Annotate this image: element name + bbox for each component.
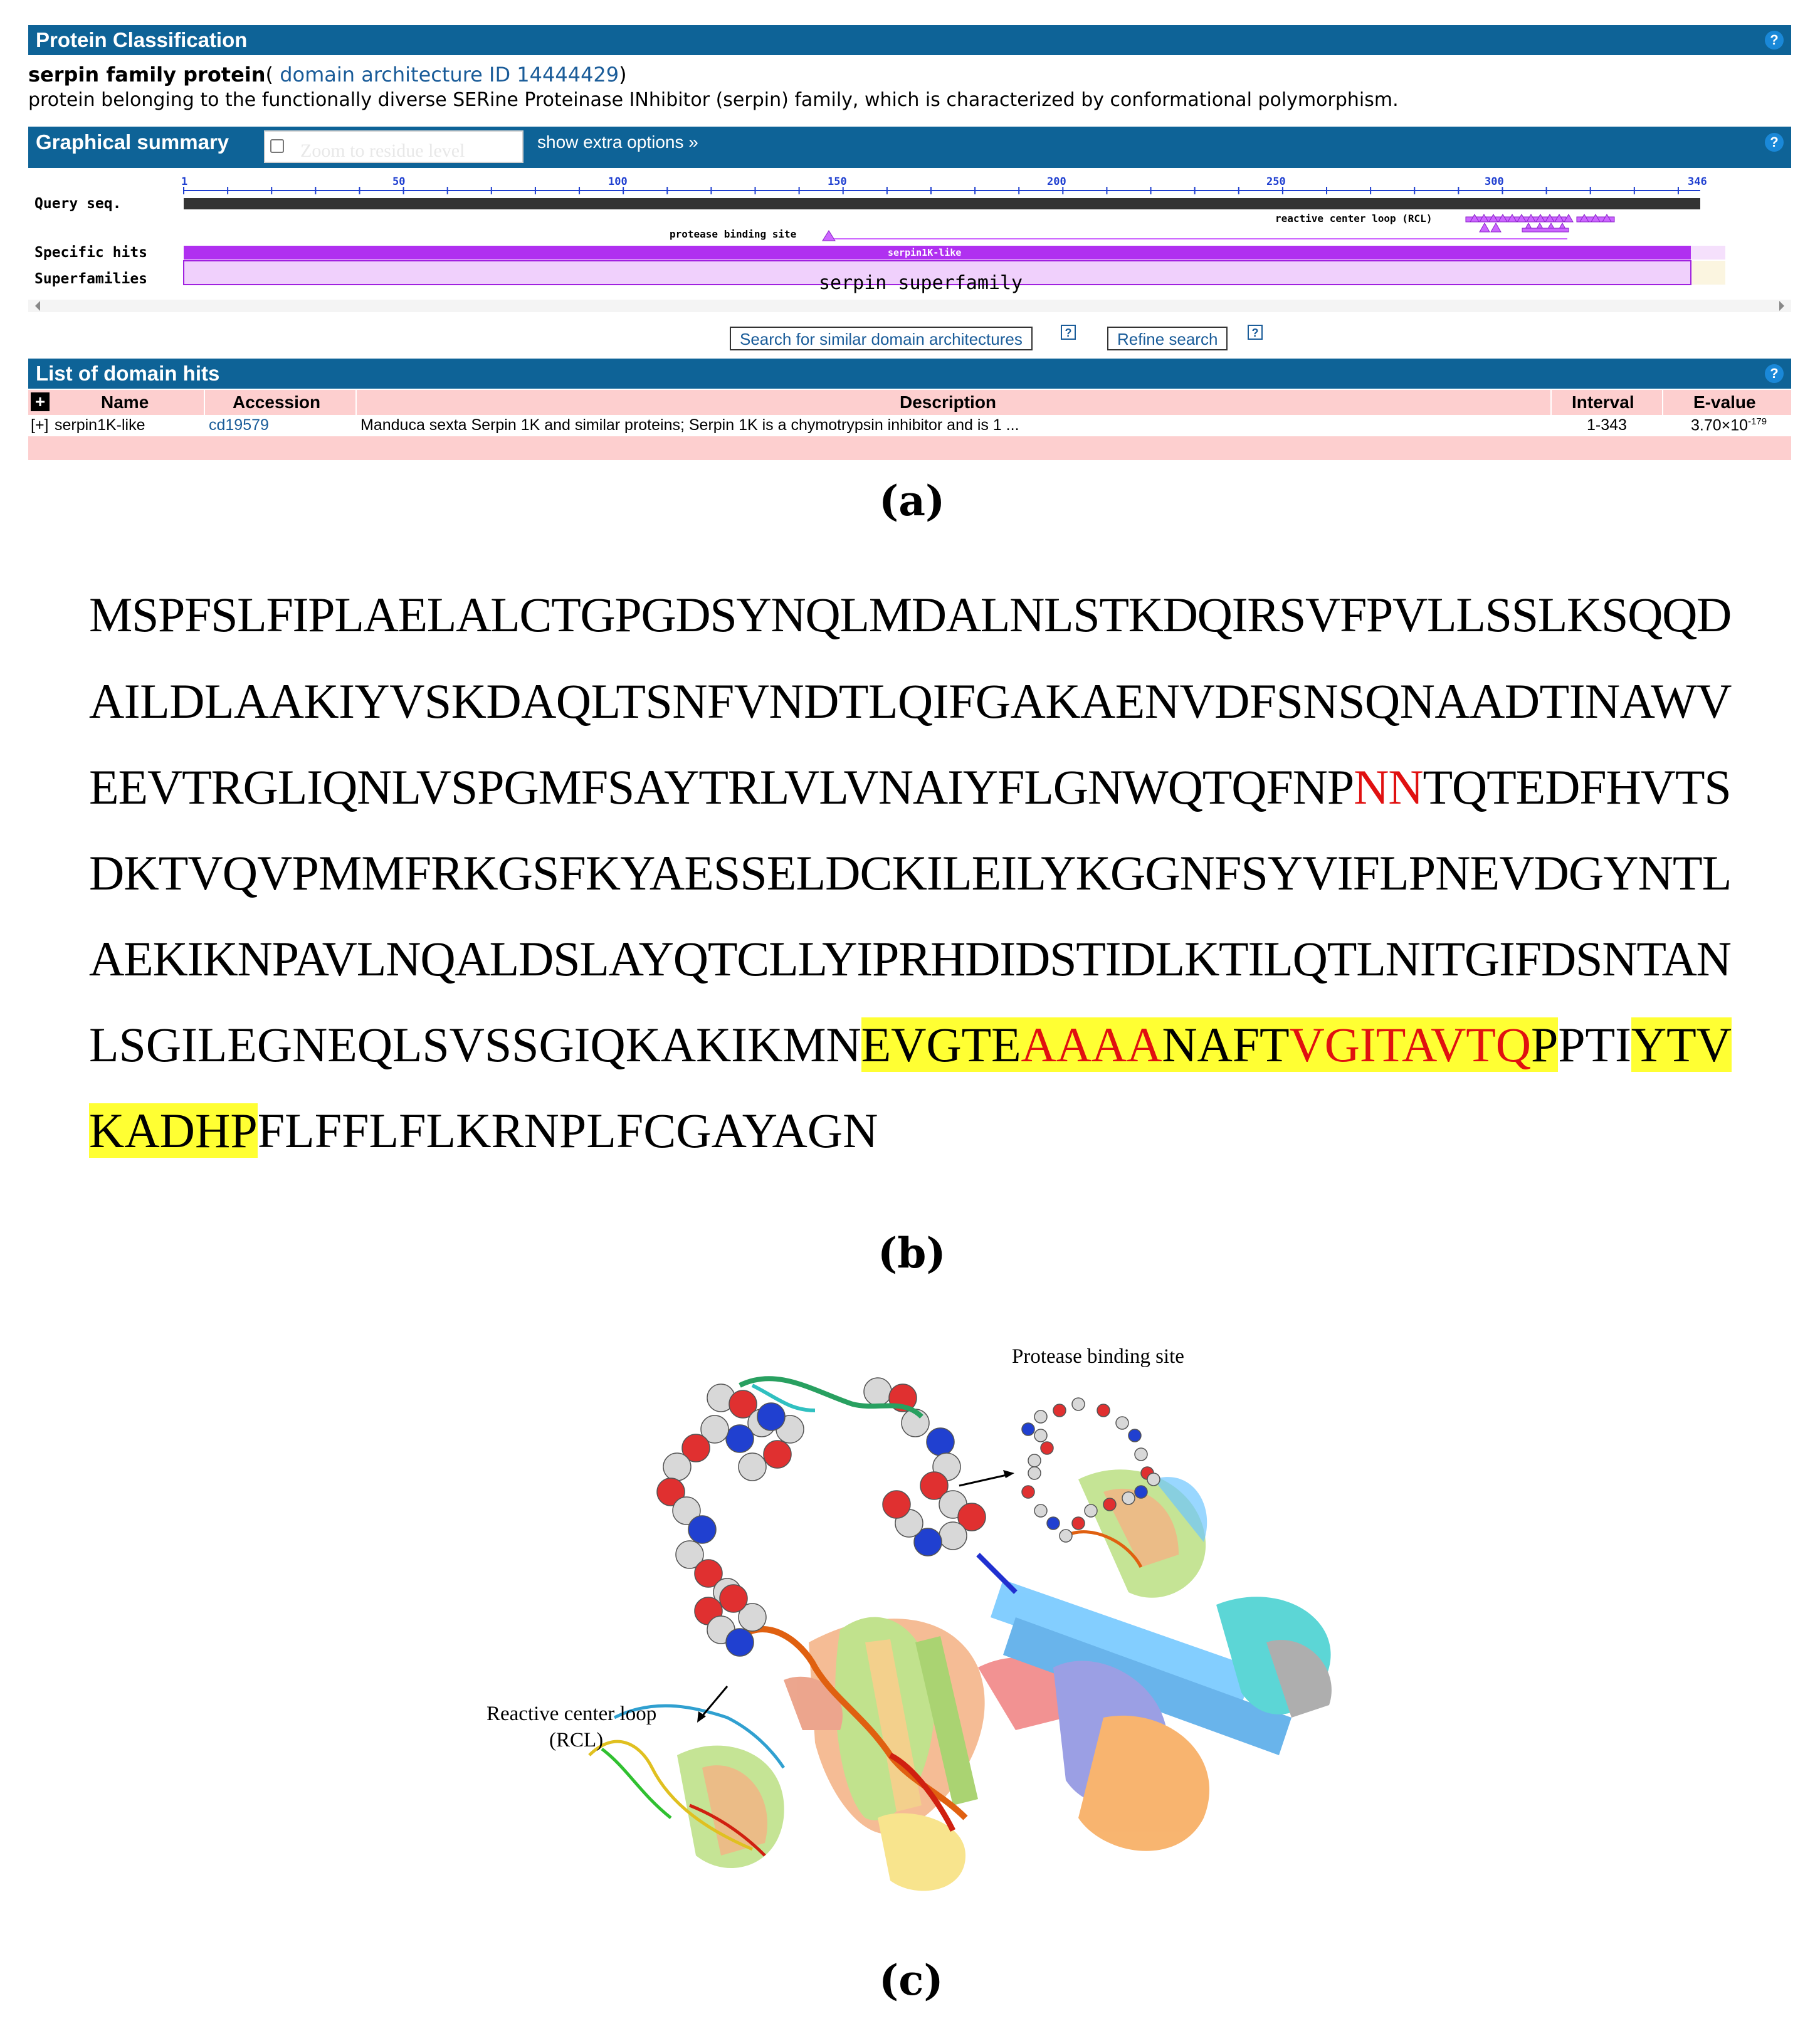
family-open-paren: ( xyxy=(265,63,274,87)
atom-sphere xyxy=(1085,1504,1097,1517)
atom-sphere xyxy=(764,1441,791,1468)
ruler-tick-300: 300 xyxy=(1485,176,1504,188)
specific-hit-name[interactable]: serpin1K-like xyxy=(888,247,962,258)
atom-sphere xyxy=(939,1522,967,1550)
atom-sphere xyxy=(1116,1417,1128,1429)
protein-structure-figure xyxy=(0,1316,1820,1943)
family-line xyxy=(28,63,627,87)
protein-classification-header xyxy=(28,25,1791,55)
ruler-tick-346: 346 xyxy=(1688,176,1707,188)
domain-hits-title: List of domain hits xyxy=(36,362,220,385)
ruler-tick-250: 250 xyxy=(1266,176,1286,188)
atom-sphere xyxy=(739,1453,766,1481)
atom-sphere xyxy=(1047,1517,1060,1530)
specific-hits-label: Specific hits xyxy=(34,244,148,261)
search-similar-architectures-button[interactable]: Search for similar domain architectures xyxy=(730,327,1033,350)
sequence-segment: FLFFLFLKRNPLFCGAYAGN xyxy=(257,1103,878,1158)
atom-sphere xyxy=(864,1378,892,1405)
domain-architecture-link[interactable]: domain architecture ID 14444429 xyxy=(273,63,619,87)
sequence-segment: AILDLAAKIYVSKDAQLTSNFVNDTLQIFGAKAENVDFSNSQNAADTINAWV xyxy=(89,674,1732,728)
superfamilies-label: Superfamilies xyxy=(34,271,148,287)
protein-classification-title: Protein Classification xyxy=(36,28,248,51)
sequence-line xyxy=(89,586,1731,644)
atom-sphere xyxy=(1022,1423,1034,1436)
protease-site-inset xyxy=(1022,1398,1207,1598)
rcl-highlighted-residues: P xyxy=(1531,1017,1559,1072)
sequence-line xyxy=(89,759,1731,816)
atom-sphere xyxy=(1022,1486,1034,1498)
sequence-line xyxy=(89,673,1732,730)
sequence-segment: DKTVQVPMMFRKGSFKYAESSELDCKILEILYKGGNFSYVIFLPNEVDGYNTL xyxy=(89,846,1732,900)
row-interval: 1-343 xyxy=(1587,416,1627,434)
ruler-tick-50: 50 xyxy=(392,176,406,188)
zoom-to-residue-toggle[interactable] xyxy=(264,130,523,163)
ruler-tick-1: 1 xyxy=(181,176,188,188)
atom-sphere xyxy=(726,1425,754,1452)
sequence-segment: TQTEDFHVTS xyxy=(1423,760,1731,814)
atom-sphere xyxy=(1034,1504,1047,1517)
rcl-highlighted-residues: NAFT xyxy=(1162,1017,1290,1072)
atom-sphere xyxy=(927,1428,954,1456)
atom-sphere xyxy=(663,1453,691,1481)
help-icon[interactable]: ? xyxy=(1765,133,1784,152)
row-accession-link[interactable]: cd19579 xyxy=(209,416,269,434)
atom-sphere xyxy=(1122,1492,1135,1504)
rcl-highlighted-residues: YTV xyxy=(1631,1017,1732,1072)
atom-sphere xyxy=(1060,1530,1072,1542)
show-extra-options-link[interactable]: show extra options » xyxy=(537,132,698,152)
help-icon[interactable]: ? xyxy=(1248,325,1263,340)
rcl-highlighted-residues: EVGTE xyxy=(861,1017,1021,1072)
sequence-segment: EEVTRGLIQNLVSPGMFSAYTRLVLVNAIYFLGNWQTQFNP xyxy=(89,760,1354,814)
domain-hits-table-header xyxy=(28,390,1791,415)
sequence-segment: AEKIKNPAVLNQALDSLAYQTCLLYIPRHDIDSTIDLKTILQTLNITGIFDSNTAN xyxy=(89,932,1731,986)
protease-binding-site-label: Protease binding site xyxy=(1012,1345,1184,1368)
sequence-line xyxy=(89,844,1731,902)
atom-sphere xyxy=(1135,1486,1147,1498)
help-icon[interactable]: ? xyxy=(1765,364,1784,383)
atom-sphere xyxy=(726,1629,754,1656)
expand-all-icon[interactable]: + xyxy=(31,392,50,411)
atom-sphere xyxy=(720,1585,747,1612)
rcl-highlighted-residues: KADHP xyxy=(89,1103,258,1158)
domain-hits-header xyxy=(28,359,1791,389)
atom-sphere xyxy=(883,1491,910,1518)
sequence-line xyxy=(89,1102,878,1160)
graphical-summary-title: Graphical summary xyxy=(36,130,229,154)
col-accession[interactable]: Accession xyxy=(233,392,321,412)
query-seq-label: Query seq. xyxy=(34,196,122,212)
atom-sphere xyxy=(1072,1398,1085,1410)
row-evalue-base: 3.70×10 xyxy=(1691,416,1749,434)
ruler-tick-100: 100 xyxy=(608,176,628,188)
sequence-line xyxy=(89,1016,1732,1074)
caption-b: (b) xyxy=(878,1229,946,1278)
col-name[interactable]: Name xyxy=(101,392,149,412)
graphical-summary-header xyxy=(28,127,1791,168)
help-icon[interactable]: ? xyxy=(1061,325,1076,340)
atom-sphere xyxy=(1103,1498,1116,1511)
sequence-segment: MSPFSLFIPLAELALCTGPGDSYNQLMDALNLSTKDQIRSVFPVLLSSLKSQQD xyxy=(89,587,1732,642)
binding-site-mark xyxy=(823,231,835,241)
family-close-paren: ) xyxy=(619,63,627,87)
main-cartoon xyxy=(784,1580,1332,1891)
atom-sphere xyxy=(1034,1410,1047,1423)
sequence-line xyxy=(89,930,1731,988)
rcl-label-line-2: (RCL) xyxy=(549,1729,604,1751)
family-name: serpin family protein xyxy=(28,63,266,87)
rcl-highlighted-residues: AAAA xyxy=(1021,1017,1162,1072)
zoom-label: Zoom to residue level xyxy=(300,140,465,161)
graphic-scrollbar[interactable] xyxy=(28,300,1791,312)
atom-sphere xyxy=(1053,1404,1066,1417)
rcl-highlighted-residues: VGITAVTQ xyxy=(1289,1017,1532,1072)
binding-site-spheres xyxy=(657,1378,986,1656)
atom-sphere xyxy=(1034,1429,1047,1442)
atom-sphere xyxy=(688,1516,716,1543)
row-description: Manduca sexta Serpin 1K and similar proteins; Serpin 1K is a chymotrypsin inhibitor and is 1 ... xyxy=(360,416,1019,434)
row-name: serpin1K-like xyxy=(55,416,145,434)
rcl-feature-marks xyxy=(1466,214,1614,232)
query-sequence-bar xyxy=(184,198,1700,209)
ruler-tick-150: 150 xyxy=(828,176,847,188)
atom-sphere xyxy=(757,1403,785,1430)
binding-site-track-label: protease binding site xyxy=(670,228,797,240)
row-evalue xyxy=(1691,416,1767,434)
atom-sphere xyxy=(1135,1448,1147,1461)
domain-graphic xyxy=(0,169,1820,320)
ruler-tick-200: 200 xyxy=(1047,176,1066,188)
caption-c: (c) xyxy=(879,1956,944,2005)
family-description: protein belonging to the functionally diverse SERine Proteinase INhibitor (serpin) family, which is characterized by conformational polymorphism. xyxy=(28,89,1399,111)
atom-sphere xyxy=(1028,1454,1041,1467)
zoom-checkbox[interactable] xyxy=(270,139,284,153)
rcl-label-line-1: Reactive center loop xyxy=(487,1703,657,1725)
atom-sphere xyxy=(1028,1467,1041,1479)
atom-sphere xyxy=(1041,1442,1053,1454)
sequence-segment: LSGILEGNEQLSVSSGIQKAKIKMN xyxy=(89,1017,861,1072)
atom-sphere xyxy=(1072,1517,1085,1530)
table-row xyxy=(28,415,1791,436)
superfamily-name[interactable]: serpin superfamily xyxy=(819,272,1023,294)
col-description[interactable]: Description xyxy=(900,392,997,412)
row-expand-icon[interactable]: [+] xyxy=(31,416,49,434)
rcl-track-label: reactive center loop (RCL) xyxy=(1275,213,1433,224)
col-interval[interactable]: Interval xyxy=(1572,392,1634,412)
atom-sphere xyxy=(1128,1429,1141,1442)
atom-sphere xyxy=(1097,1404,1110,1417)
caption-a: (a) xyxy=(879,476,945,525)
sequence-segment: PTI xyxy=(1558,1017,1631,1072)
atom-sphere xyxy=(1147,1473,1160,1486)
help-icon[interactable]: ? xyxy=(1765,31,1784,50)
rcl-inset xyxy=(589,1706,784,1868)
table-footer xyxy=(28,436,1791,460)
refine-search-button[interactable]: Refine search xyxy=(1107,327,1228,350)
binding-site-residues: NN xyxy=(1354,760,1423,814)
row-evalue-exponent: -179 xyxy=(1748,416,1767,427)
col-evalue[interactable]: E-value xyxy=(1693,392,1756,412)
